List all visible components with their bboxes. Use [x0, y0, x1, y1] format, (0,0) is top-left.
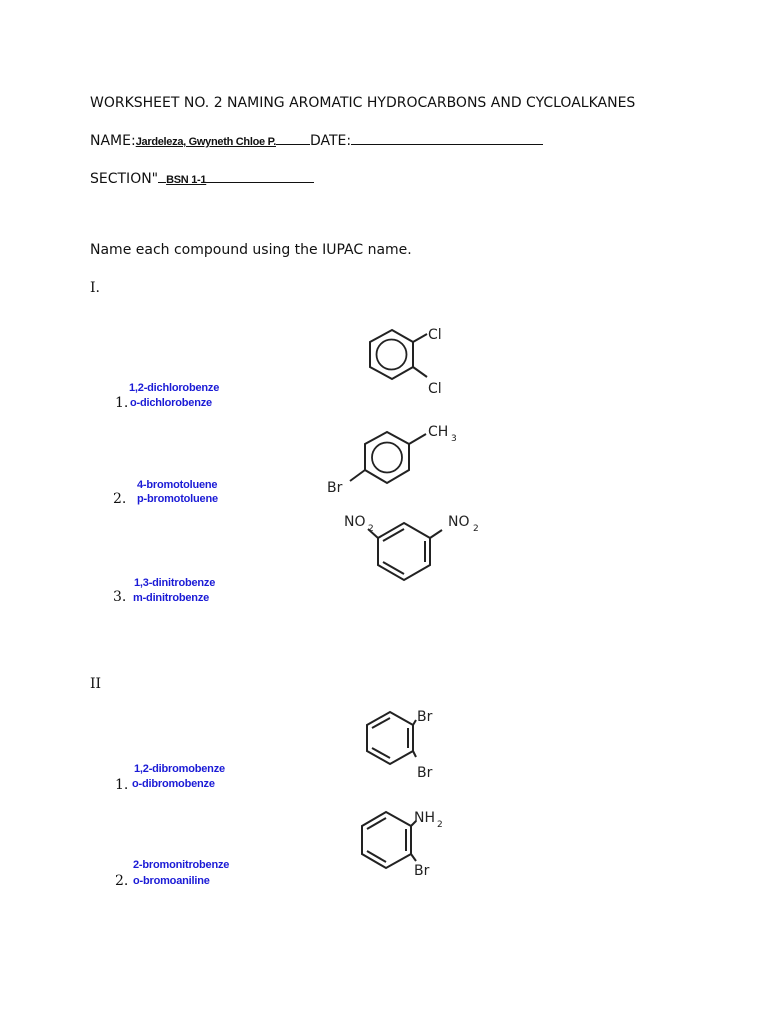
substituent-label: Br: [414, 863, 430, 879]
section-blank: [206, 170, 314, 183]
date-label: DATE:: [309, 133, 352, 149]
answer-name[interactable]: o-dibromobenze: [132, 778, 215, 790]
item-number: 2.: [115, 873, 129, 889]
item-number: 2.: [113, 491, 127, 507]
structure-1-3-dinitrobenzene: [330, 508, 500, 588]
answer-name[interactable]: 1,3-dinitrobenze: [134, 577, 216, 589]
substituent-label: NH: [414, 810, 435, 826]
substituent-label: Br: [327, 480, 343, 496]
substituent-label: Br: [417, 765, 433, 781]
date-blank[interactable]: [351, 132, 543, 145]
name-blank: [276, 132, 310, 145]
name-value[interactable]: Jardeleza, Gwyneth Chloe P.: [135, 136, 276, 148]
answer-name[interactable]: 1,2-dichlorobenze: [129, 382, 220, 394]
substituent-label: NO: [448, 514, 470, 530]
structure-4-bromotoluene: [320, 415, 470, 505]
subscript: 3: [451, 434, 457, 444]
substituent-label: Cl: [428, 381, 442, 397]
worksheet-title: WORKSHEET NO. 2 NAMING AROMATIC HYDROCARBONS AND CYCLOALKANES: [90, 95, 636, 111]
item-number: 1.: [115, 395, 129, 411]
name-row: [90, 132, 543, 149]
substituent-label: NO: [344, 514, 366, 530]
substituent-label: Cl: [428, 327, 442, 343]
section-value[interactable]: BSN 1-1: [166, 174, 207, 186]
part-label: II: [90, 676, 102, 692]
item-number: 3.: [113, 589, 127, 605]
item-number: 1.: [115, 777, 129, 793]
structure-2-bromoaniline: [320, 795, 470, 885]
substituent-label: CH: [428, 424, 449, 440]
answer-name[interactable]: p-bromotoluene: [137, 493, 218, 505]
subscript: 2: [473, 524, 479, 534]
answer-name[interactable]: 1,2-dibromobenze: [134, 763, 225, 775]
section-row: [90, 170, 314, 187]
answer-name[interactable]: o-bromoaniline: [133, 875, 210, 887]
instruction-text: Name each compound using the IUPAC name.: [90, 242, 412, 258]
answer-name[interactable]: o-dichlorobenze: [130, 397, 212, 409]
subscript: 2: [368, 524, 374, 534]
answer-name[interactable]: 4-bromotoluene: [137, 479, 218, 491]
section-lead-blank: [158, 170, 166, 183]
answer-name[interactable]: m-dinitrobenze: [133, 592, 210, 604]
name-label: NAME:: [90, 133, 136, 149]
subscript: 2: [437, 820, 443, 830]
answer-name[interactable]: 2-bromonitrobenze: [133, 859, 230, 871]
structure-1-2-dichlorobenzene: [320, 315, 470, 405]
section-label: SECTION": [90, 171, 159, 187]
structure-1-2-dibromobenzene: [320, 700, 470, 790]
part-label: I.: [90, 280, 100, 296]
substituent-label: Br: [417, 709, 433, 725]
